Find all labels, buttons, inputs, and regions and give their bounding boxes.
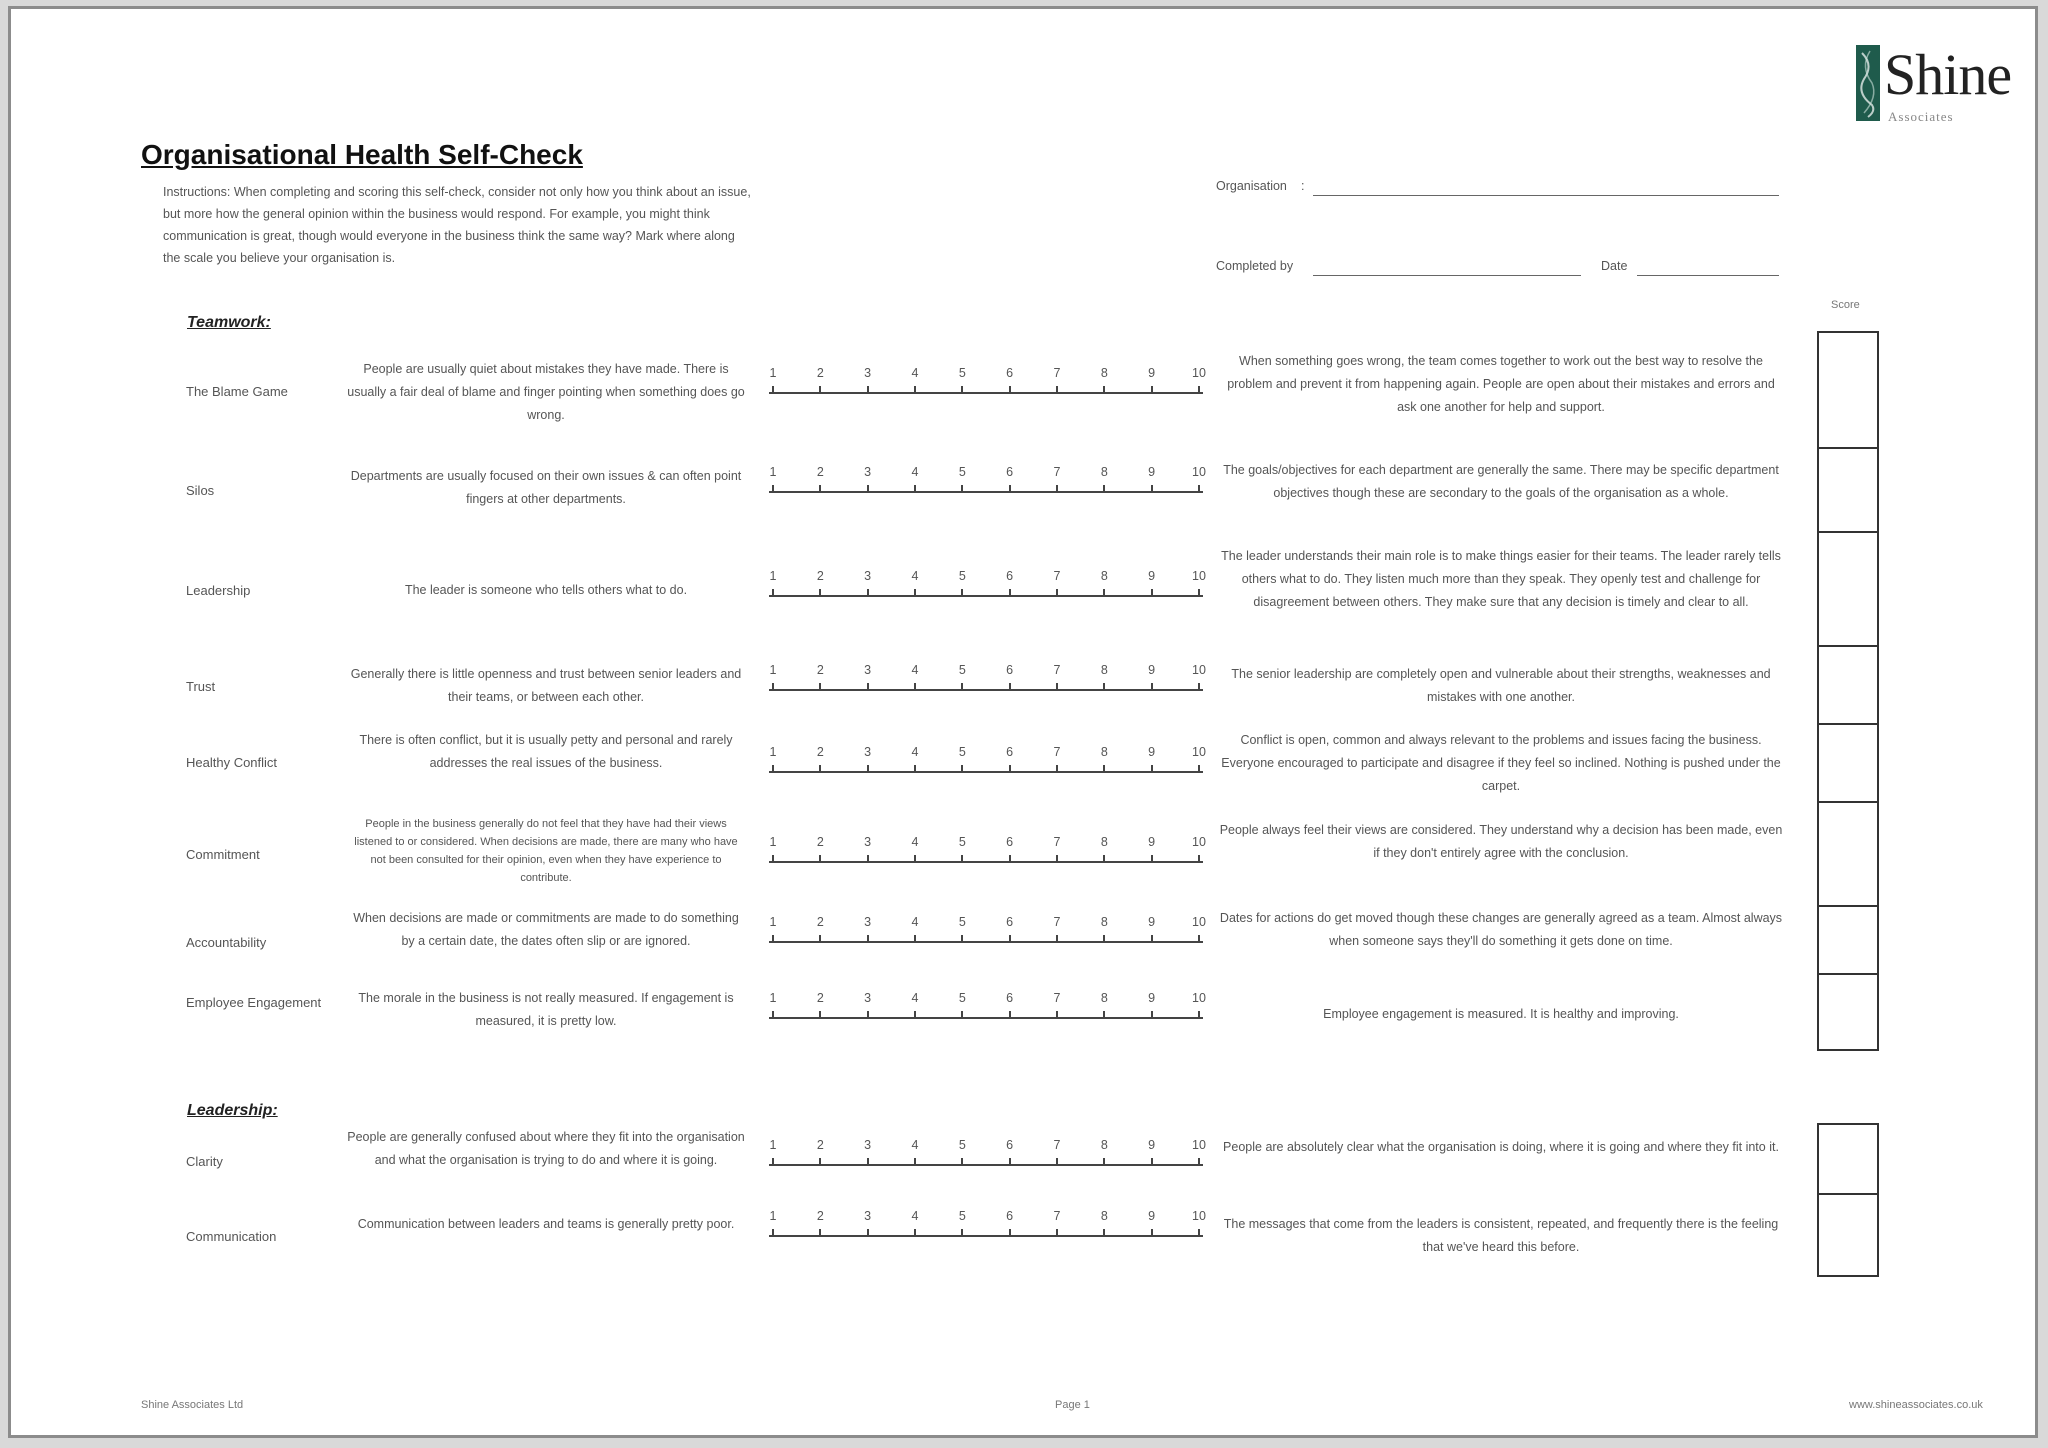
scale-number[interactable]: 8: [1100, 745, 1108, 759]
score-header: Score: [1831, 299, 1860, 311]
scale-number[interactable]: 5: [958, 835, 966, 849]
row-low-description: People in the business generally do not feel that they have had their views listened to or considered. When decisions are made, there are many who have not been consulted for their opinion, even when they have experience to contribute.: [354, 818, 738, 884]
scale-number[interactable]: 1: [769, 915, 777, 929]
row-label: Trust: [186, 679, 216, 694]
scale-number[interactable]: 10: [1192, 569, 1206, 583]
scale-number[interactable]: 2: [816, 991, 824, 1005]
scale-number[interactable]: 5: [958, 663, 966, 677]
scale-number[interactable]: 8: [1100, 991, 1108, 1005]
scale-number[interactable]: 6: [1006, 663, 1014, 677]
scale-number[interactable]: 6: [1006, 569, 1014, 583]
scale-number[interactable]: 9: [1148, 465, 1156, 479]
scale-line: [769, 1164, 1203, 1166]
scale-number[interactable]: 5: [958, 745, 966, 759]
row-low-description: Generally there is little openness and trust between senior leaders and their teams, or between each other.: [350, 667, 742, 704]
footer-company: Shine Associates Ltd: [141, 1399, 244, 1411]
row-low-description: People are generally confused about where they fit into the organisation and what the organisation is trying to do and where it is going.: [347, 1130, 745, 1167]
row-label: Healthy Conflict: [186, 755, 278, 770]
scale-number[interactable]: 8: [1100, 465, 1108, 479]
row-low-description: There is often conflict, but it is usually petty and personal and rarely addresses the real issues of the business.: [359, 733, 733, 770]
scale-number[interactable]: 2: [816, 663, 824, 677]
scale-number[interactable]: 4: [911, 745, 919, 759]
row-high-description: The messages that come from the leaders is consistent, repeated, and frequently there is the feeling that we've heard this before.: [1223, 1217, 1779, 1254]
row-low-description: Communication between leaders and teams is generally pretty poor.: [357, 1217, 735, 1231]
row-high-description: Conflict is open, common and always relevant to the problems and issues facing the business. Everyone encouraged to participate and disagree if they feel so inclined. Nothing is pushed under the carpet.: [1221, 733, 1781, 793]
scale-number[interactable]: 6: [1006, 1209, 1014, 1223]
scale-number[interactable]: 5: [958, 1138, 966, 1152]
scale-number[interactable]: 9: [1148, 1138, 1156, 1152]
row-high-description: The senior leadership are completely open and vulnerable about their strengths, weaknesses and mistakes with one another.: [1231, 667, 1771, 704]
scale-number[interactable]: 1: [769, 1138, 777, 1152]
scale-number[interactable]: 2: [816, 465, 824, 479]
scale-number[interactable]: 3: [864, 915, 872, 929]
scale-number[interactable]: 10: [1192, 1138, 1206, 1152]
rating-scale[interactable]: [769, 741, 1206, 781]
scale-line: [769, 595, 1203, 597]
scale-number[interactable]: 6: [1006, 991, 1014, 1005]
scale-number[interactable]: 8: [1100, 663, 1108, 677]
scale-number[interactable]: 7: [1053, 569, 1061, 583]
scale-number[interactable]: 7: [1053, 991, 1061, 1005]
scale-number[interactable]: 9: [1148, 991, 1156, 1005]
scale-number[interactable]: 1: [769, 745, 777, 759]
row-label: Employee Engagement: [186, 995, 322, 1010]
scale-line: [769, 1235, 1203, 1237]
scale-number[interactable]: 3: [864, 569, 872, 583]
row-low-description: The morale in the business is not really measured. If engagement is measured, it is pretty low.: [358, 991, 734, 1028]
scale-number[interactable]: 6: [1006, 915, 1014, 929]
scale-number[interactable]: 5: [958, 1209, 966, 1223]
rating-scale[interactable]: [769, 831, 1206, 871]
scale-number[interactable]: 7: [1053, 1209, 1061, 1223]
row-high-description: People always feel their views are considered. They understand why a decision has been made, even if they don't entirely agree with the conclusion.: [1219, 823, 1783, 860]
organisation-colon: :: [1301, 179, 1305, 193]
scale-number[interactable]: 3: [864, 745, 872, 759]
scale-number[interactable]: 10: [1192, 663, 1206, 677]
scale-number[interactable]: 9: [1148, 745, 1156, 759]
row-label: Silos: [186, 483, 215, 498]
scale-number[interactable]: 8: [1100, 1209, 1108, 1223]
scale-number[interactable]: 3: [864, 1138, 872, 1152]
scale-line: [769, 941, 1203, 943]
score-box-employee-engagement[interactable]: [1817, 973, 1879, 1051]
scale-number[interactable]: 6: [1006, 366, 1014, 380]
instructions-text: Instructions: When completing and scoring this self-check, consider not only how you think about an issue, but more how the general opinion within the business would respond. For example, you might think communication is great, though would everyone in the business think the same way? Mark where along the scale you believe your organisation is.: [163, 185, 751, 265]
date-field[interactable]: [1637, 275, 1779, 276]
scale-number[interactable]: 10: [1192, 915, 1206, 929]
score-box-accountability[interactable]: [1817, 905, 1879, 975]
scale-number[interactable]: 1: [769, 366, 777, 380]
scale-number[interactable]: 6: [1006, 465, 1014, 479]
scale-number[interactable]: 6: [1006, 835, 1014, 849]
score-box-communication[interactable]: [1817, 1193, 1879, 1277]
scale-number[interactable]: 9: [1148, 1209, 1156, 1223]
row-low-description: Departments are usually focused on their own issues & can often point fingers at other departments.: [350, 469, 742, 506]
scale-number[interactable]: 2: [816, 1138, 824, 1152]
scale-line: [769, 491, 1203, 493]
scale-number[interactable]: 4: [911, 663, 919, 677]
row-high-description: The leader understands their main role is to make things easier for their teams. The leader rarely tells others what to do. They listen much more than they speak. They openly test and challenge for disagreement between others. They make sure that any decision is timely and clear to all.: [1221, 549, 1781, 609]
scale-number[interactable]: 3: [864, 1209, 872, 1223]
rating-scale[interactable]: [769, 1205, 1206, 1245]
row-label: Clarity: [186, 1154, 223, 1169]
scale-number[interactable]: 1: [769, 465, 777, 479]
scale-number[interactable]: 10: [1192, 835, 1206, 849]
rating-scale[interactable]: [769, 911, 1206, 951]
scale-number[interactable]: 5: [958, 991, 966, 1005]
rating-scale[interactable]: [769, 987, 1206, 1027]
scale-number[interactable]: 4: [911, 835, 919, 849]
scale-number[interactable]: 9: [1148, 663, 1156, 677]
scale-number[interactable]: 8: [1100, 915, 1108, 929]
score-box-trust[interactable]: [1817, 645, 1879, 725]
completed-by-label: Completed by: [1216, 259, 1294, 273]
rating-scale[interactable]: [769, 1134, 1206, 1174]
scale-number[interactable]: 4: [911, 1209, 919, 1223]
scale-number[interactable]: 1: [769, 835, 777, 849]
scale-number[interactable]: 5: [958, 366, 966, 380]
scale-number[interactable]: 3: [864, 366, 872, 380]
row-label: The Blame Game: [186, 384, 288, 399]
scale-number[interactable]: 5: [958, 915, 966, 929]
scale-number[interactable]: 7: [1053, 835, 1061, 849]
logo-emblem-icon: [1856, 45, 1880, 121]
scale-number[interactable]: 8: [1100, 1138, 1108, 1152]
row-low-description: When decisions are made or commitments are made to do something by a certain date, the dates often slip or are ignored.: [353, 911, 739, 948]
rating-scale[interactable]: [769, 565, 1206, 605]
row-low-description: People are usually quiet about mistakes they have made. There is usually a fair deal of blame and finger pointing when something does go wrong.: [347, 362, 745, 422]
row-high-description: When something goes wrong, the team comes together to work out the best way to resolve the problem and prevent it from happening again. People are open about their mistakes and errors and ask one another for help and support.: [1227, 354, 1775, 414]
rating-scale[interactable]: [769, 659, 1206, 699]
row-high-description: The goals/objectives for each department are generally the same. There may be specific department objectives though these are secondary to the goals of the organisation as a whole.: [1223, 463, 1779, 500]
scale-number[interactable]: 6: [1006, 745, 1014, 759]
scale-number[interactable]: 8: [1100, 569, 1108, 583]
scale-number[interactable]: 2: [816, 1209, 824, 1223]
shine-logo: [1856, 39, 2016, 129]
scale-number[interactable]: 5: [958, 569, 966, 583]
scale-number[interactable]: 1: [769, 569, 777, 583]
score-box-healthy-conflict[interactable]: [1817, 723, 1879, 803]
section-title-leadership: Leadership:: [187, 1102, 278, 1119]
footer-website[interactable]: www.shineassociates.co.uk: [1849, 1399, 1983, 1411]
scale-number[interactable]: 9: [1148, 569, 1156, 583]
scale-number[interactable]: 2: [816, 569, 824, 583]
scale-number[interactable]: 3: [864, 991, 872, 1005]
organisation-field[interactable]: [1313, 195, 1779, 196]
scale-number[interactable]: 2: [816, 835, 824, 849]
row-high-description: Employee engagement is measured. It is healthy and improving.: [1323, 1007, 1679, 1021]
logo-subtitle: Associates: [1888, 109, 1954, 124]
scale-number[interactable]: 7: [1053, 663, 1061, 677]
scale-number[interactable]: 4: [911, 915, 919, 929]
scale-number[interactable]: 7: [1053, 915, 1061, 929]
scale-number[interactable]: 8: [1100, 835, 1108, 849]
footer-page-number: Page 1: [1055, 1399, 1090, 1411]
scale-number[interactable]: 2: [816, 366, 824, 380]
scale-number[interactable]: 7: [1053, 1138, 1061, 1152]
scale-line: [769, 1017, 1203, 1019]
scale-number[interactable]: 9: [1148, 915, 1156, 929]
rating-scale[interactable]: [769, 362, 1206, 402]
scale-line: [769, 392, 1203, 394]
row-label: Accountability: [186, 935, 267, 950]
scale-line: [769, 689, 1203, 691]
scale-number[interactable]: 2: [816, 745, 824, 759]
scale-number[interactable]: 10: [1192, 465, 1206, 479]
scale-number[interactable]: 5: [958, 465, 966, 479]
completed-by-field[interactable]: [1313, 275, 1581, 276]
organisation-label: Organisation: [1216, 179, 1287, 193]
document-page: [8, 6, 2038, 1438]
rating-scale[interactable]: [769, 461, 1206, 501]
scale-number[interactable]: 1: [769, 1209, 777, 1223]
scale-number[interactable]: 10: [1192, 1209, 1206, 1223]
scale-number[interactable]: 4: [911, 366, 919, 380]
scale-number[interactable]: 9: [1148, 366, 1156, 380]
logo-name: Shine: [1884, 42, 2012, 107]
scale-number[interactable]: 1: [769, 663, 777, 677]
row-high-description: Dates for actions do get moved though these changes are generally agreed as a team. Almost always when someone says they'll do something it gets done on time.: [1219, 911, 1783, 948]
scale-number[interactable]: 7: [1053, 366, 1061, 380]
row-label: Communication: [186, 1229, 277, 1244]
scale-number[interactable]: 3: [864, 835, 872, 849]
scale-number[interactable]: 3: [864, 663, 872, 677]
score-box-commitment[interactable]: [1817, 801, 1879, 907]
scale-number[interactable]: 7: [1053, 745, 1061, 759]
score-box-clarity[interactable]: [1817, 1123, 1879, 1195]
scale-number[interactable]: 8: [1100, 366, 1108, 380]
scale-number[interactable]: 9: [1148, 835, 1156, 849]
scale-line: [769, 861, 1203, 863]
scale-number[interactable]: 2: [816, 915, 824, 929]
scale-number[interactable]: 10: [1192, 991, 1206, 1005]
row-high-description: People are absolutely clear what the organisation is doing, where it is going and where they fit into it.: [1223, 1140, 1779, 1154]
date-label: Date: [1601, 259, 1628, 273]
row-label: Commitment: [186, 847, 260, 862]
scale-number[interactable]: 3: [864, 465, 872, 479]
scale-number[interactable]: 4: [911, 569, 919, 583]
scale-number[interactable]: 4: [911, 991, 919, 1005]
scale-number[interactable]: 10: [1192, 745, 1206, 759]
scale-number[interactable]: 6: [1006, 1138, 1014, 1152]
score-box-silos[interactable]: [1817, 447, 1879, 533]
scale-line: [769, 771, 1203, 773]
row-low-description: The leader is someone who tells others what to do.: [404, 583, 688, 597]
page-title: Organisational Health Self-Check: [141, 139, 583, 170]
score-box-blame-game[interactable]: [1817, 331, 1879, 449]
scale-number[interactable]: 7: [1053, 465, 1061, 479]
score-box-leadership[interactable]: [1817, 531, 1879, 647]
scale-number[interactable]: 10: [1192, 366, 1206, 380]
section-title-teamwork: Teamwork:: [187, 314, 271, 331]
row-label: Leadership: [186, 583, 251, 598]
scale-number[interactable]: 4: [911, 465, 919, 479]
scale-number[interactable]: 4: [911, 1138, 919, 1152]
scale-number[interactable]: 1: [769, 991, 777, 1005]
